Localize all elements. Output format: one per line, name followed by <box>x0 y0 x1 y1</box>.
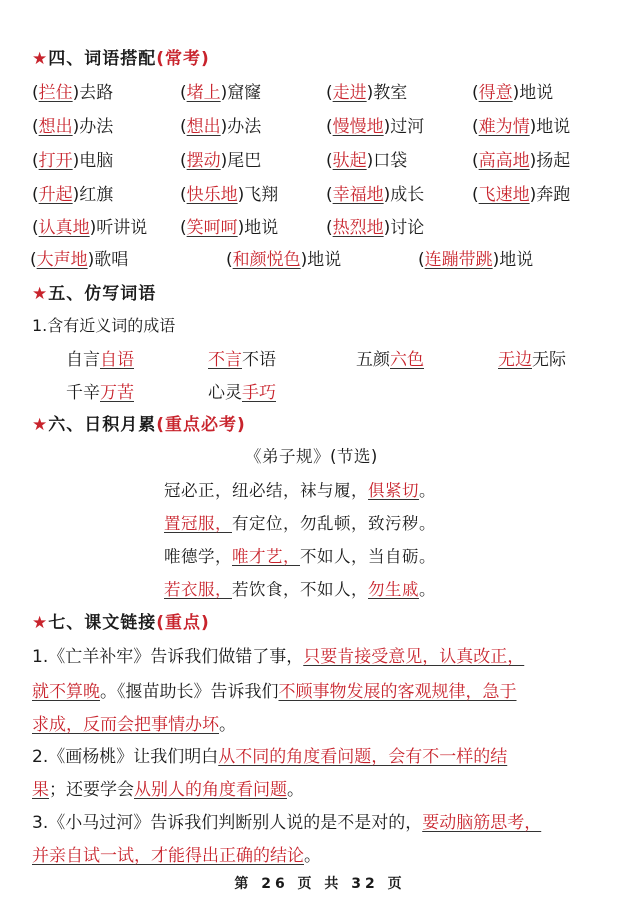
word-pair <box>180 112 261 137</box>
fixed-word: )地说 <box>529 117 571 137</box>
word-pair <box>32 78 113 103</box>
text-link-line <box>32 775 612 800</box>
paren: ( <box>180 151 187 171</box>
link-text: ；还要学会 <box>49 780 134 800</box>
poem-text: 若饮食，不如人， <box>232 580 368 599</box>
poem-title: 《弟子规》(节选) <box>245 447 378 466</box>
fixed-word: )去路 <box>72 83 114 103</box>
poem-answer: 若衣服， <box>164 580 232 599</box>
fixed-word: )歌唱 <box>87 250 129 270</box>
poem-text: 。 <box>419 481 436 500</box>
text-link-line <box>32 808 612 833</box>
paren: ( <box>326 151 333 171</box>
answer-word: 得意 <box>478 83 513 103</box>
idiom-given: 无际 <box>532 350 566 370</box>
section-7-heading <box>32 608 210 633</box>
word-pair <box>30 245 128 270</box>
section-6-tag: (重点必考) <box>156 415 246 435</box>
fixed-word: )办法 <box>220 117 262 137</box>
word-pair <box>472 78 553 103</box>
paren: ( <box>472 151 479 171</box>
poem-line <box>164 576 436 600</box>
poem-text: 唯德学， <box>164 547 232 566</box>
link-text: 。 <box>287 780 304 800</box>
poem-line <box>164 477 436 501</box>
link-answer: 就不算晚 <box>32 682 100 702</box>
answer-word: 打开 <box>38 151 73 171</box>
paren: ( <box>326 83 333 103</box>
answer-word: 幸福地 <box>332 185 384 205</box>
answer-word: 难为情 <box>478 117 530 137</box>
word-pair <box>180 213 278 238</box>
word-pair <box>180 180 278 205</box>
idiom-answer: 自语 <box>100 350 134 370</box>
idiom-given: 五颜 <box>356 350 390 370</box>
idiom <box>208 345 276 370</box>
poem-text: 不如人，当自砺。 <box>300 547 436 566</box>
fixed-word: )成长 <box>383 185 425 205</box>
paren: ( <box>226 250 233 270</box>
idiom-given: 自言 <box>66 350 100 370</box>
idiom-answer: 无边 <box>498 350 532 370</box>
paren: ( <box>472 185 479 205</box>
section-6-title: 六、日积月累 <box>48 415 157 435</box>
fixed-word: )讨论 <box>383 218 425 238</box>
link-answer: 从不同的角度看问题，会有不一样的结 <box>218 747 508 767</box>
paren: ( <box>32 151 39 171</box>
paren: ( <box>32 218 39 238</box>
section-5-subtitle: 1.含有近义词的成语 <box>32 316 176 335</box>
fixed-word: )听讲说 <box>89 218 148 238</box>
text-link-line <box>32 710 612 735</box>
answer-word: 走进 <box>332 83 367 103</box>
answer-word: 慢慢地 <box>332 117 384 137</box>
paren: ( <box>180 83 187 103</box>
poem-line <box>164 543 436 567</box>
section-4-title: 四、词语搭配 <box>48 49 157 69</box>
link-text: 。《揠苗助长》告诉我们 <box>100 682 279 702</box>
link-answer: 不顾事物发展的客观规律，急于 <box>278 682 517 702</box>
answer-word: 快乐地 <box>186 185 238 205</box>
idiom-answer: 手巧 <box>242 383 276 403</box>
paren: ( <box>472 117 479 137</box>
answer-word: 摆动 <box>186 151 221 171</box>
paren: ( <box>180 185 187 205</box>
answer-word: 升起 <box>38 185 73 205</box>
fixed-word: )窟窿 <box>220 83 262 103</box>
word-pair <box>326 112 424 137</box>
section-7-title: 七、课文链接 <box>48 613 157 633</box>
paren: ( <box>180 218 187 238</box>
word-pair <box>32 180 113 205</box>
text-link-line <box>32 742 612 767</box>
star-icon: ★ <box>32 415 49 435</box>
link-text: 2.《画杨桃》让我们明白 <box>32 747 219 767</box>
answer-word: 想出 <box>186 117 221 137</box>
paren: ( <box>326 218 333 238</box>
link-text: 。 <box>219 715 236 735</box>
paren: ( <box>326 185 333 205</box>
fixed-word: )红旗 <box>72 185 114 205</box>
idiom-answer: 不言 <box>208 350 242 370</box>
answer-word: 飞速地 <box>478 185 530 205</box>
idiom <box>66 378 134 403</box>
word-pair <box>472 112 570 137</box>
section-5-heading <box>32 279 156 304</box>
section-7-tag: (重点) <box>156 613 210 633</box>
word-pair <box>32 112 113 137</box>
word-pair <box>226 245 341 270</box>
paren: ( <box>180 117 187 137</box>
word-pair <box>32 146 113 171</box>
text-link-line <box>32 642 612 667</box>
fixed-word: )教室 <box>366 83 408 103</box>
poem-answer: 唯才艺， <box>232 547 300 566</box>
answer-word: 笑呵呵 <box>186 218 238 238</box>
idiom <box>356 345 424 370</box>
star-icon: ★ <box>32 49 49 69</box>
answer-word: 拦住 <box>38 83 73 103</box>
fixed-word: )飞翔 <box>237 185 279 205</box>
link-text: 。 <box>304 846 321 866</box>
poem-answer: 勿生戚 <box>368 580 419 599</box>
poem-line <box>164 510 436 534</box>
answer-word: 想出 <box>38 117 73 137</box>
paren: ( <box>32 117 39 137</box>
link-answer: 只要肯接受意见，认真改正， <box>303 647 525 667</box>
answer-word: 堵上 <box>186 83 221 103</box>
paren: ( <box>32 83 39 103</box>
poem-text: 有定位，勿乱顿，致污秽。 <box>232 514 436 533</box>
link-answer: 果 <box>32 780 49 800</box>
link-answer: 要动脑筋思考， <box>422 813 542 833</box>
idiom <box>66 345 134 370</box>
word-pair <box>180 78 261 103</box>
text-link-line <box>32 841 612 866</box>
section-5-title: 五、仿写词语 <box>48 284 157 304</box>
link-answer: 求成，反而会把事情办坏 <box>32 715 219 735</box>
fixed-word: )过河 <box>383 117 425 137</box>
link-text: 1.《亡羊补牢》告诉我们做错了事， <box>32 647 304 667</box>
word-pair <box>326 180 424 205</box>
answer-word: 高高地 <box>478 151 530 171</box>
answer-word: 驮起 <box>332 151 367 171</box>
poem-answer: 俱紧切 <box>368 481 419 500</box>
word-pair <box>326 78 407 103</box>
fixed-word: )电脑 <box>72 151 114 171</box>
fixed-word: )地说 <box>512 83 554 103</box>
idiom-given: 不语 <box>242 350 276 370</box>
idiom-given: 千辛 <box>66 383 100 403</box>
idiom <box>208 378 276 403</box>
word-pair <box>472 180 570 205</box>
word-pair <box>326 146 407 171</box>
answer-word: 认真地 <box>38 218 90 238</box>
link-text: 3.《小马过河》告诉我们判断别人说的是不是对的， <box>32 813 423 833</box>
link-answer: 并亲自试一试，才能得出正确的结论 <box>32 846 304 866</box>
word-pair <box>32 213 147 238</box>
fixed-word: )口袋 <box>366 151 408 171</box>
link-answer: 从别人的角度看问题 <box>134 780 287 800</box>
paren: ( <box>32 185 39 205</box>
section-4-heading <box>32 44 210 69</box>
fixed-word: )奔跑 <box>529 185 571 205</box>
fixed-word: )地说 <box>300 250 342 270</box>
answer-word: 热烈地 <box>332 218 384 238</box>
word-pair <box>180 146 261 171</box>
poem-text: 冠必正，纽必结，袜与履， <box>164 481 368 500</box>
paren: ( <box>472 83 479 103</box>
section-6-heading <box>32 410 246 435</box>
fixed-word: )尾巴 <box>220 151 262 171</box>
word-pair <box>418 245 533 270</box>
answer-word: 大声地 <box>36 250 88 270</box>
word-pair <box>326 213 424 238</box>
idiom-answer: 六色 <box>390 350 424 370</box>
page-footer: 第 26 页 共 32 页 <box>234 876 406 892</box>
fixed-word: )扬起 <box>529 151 571 171</box>
paren: ( <box>326 117 333 137</box>
poem-text: 。 <box>419 580 436 599</box>
paren: ( <box>30 250 37 270</box>
fixed-word: )地说 <box>492 250 534 270</box>
star-icon: ★ <box>32 613 49 633</box>
idiom <box>498 345 566 370</box>
poem-answer: 置冠服， <box>164 514 232 533</box>
answer-word: 连蹦带跳 <box>424 250 493 270</box>
star-icon: ★ <box>32 284 49 304</box>
section-4-tag: (常考) <box>156 49 210 69</box>
idiom-answer: 万苦 <box>100 383 134 403</box>
fixed-word: )地说 <box>237 218 279 238</box>
word-pair <box>472 146 570 171</box>
text-link-line <box>32 677 612 702</box>
idiom-given: 心灵 <box>208 383 242 403</box>
fixed-word: )办法 <box>72 117 114 137</box>
paren: ( <box>418 250 425 270</box>
answer-word: 和颜悦色 <box>232 250 301 270</box>
